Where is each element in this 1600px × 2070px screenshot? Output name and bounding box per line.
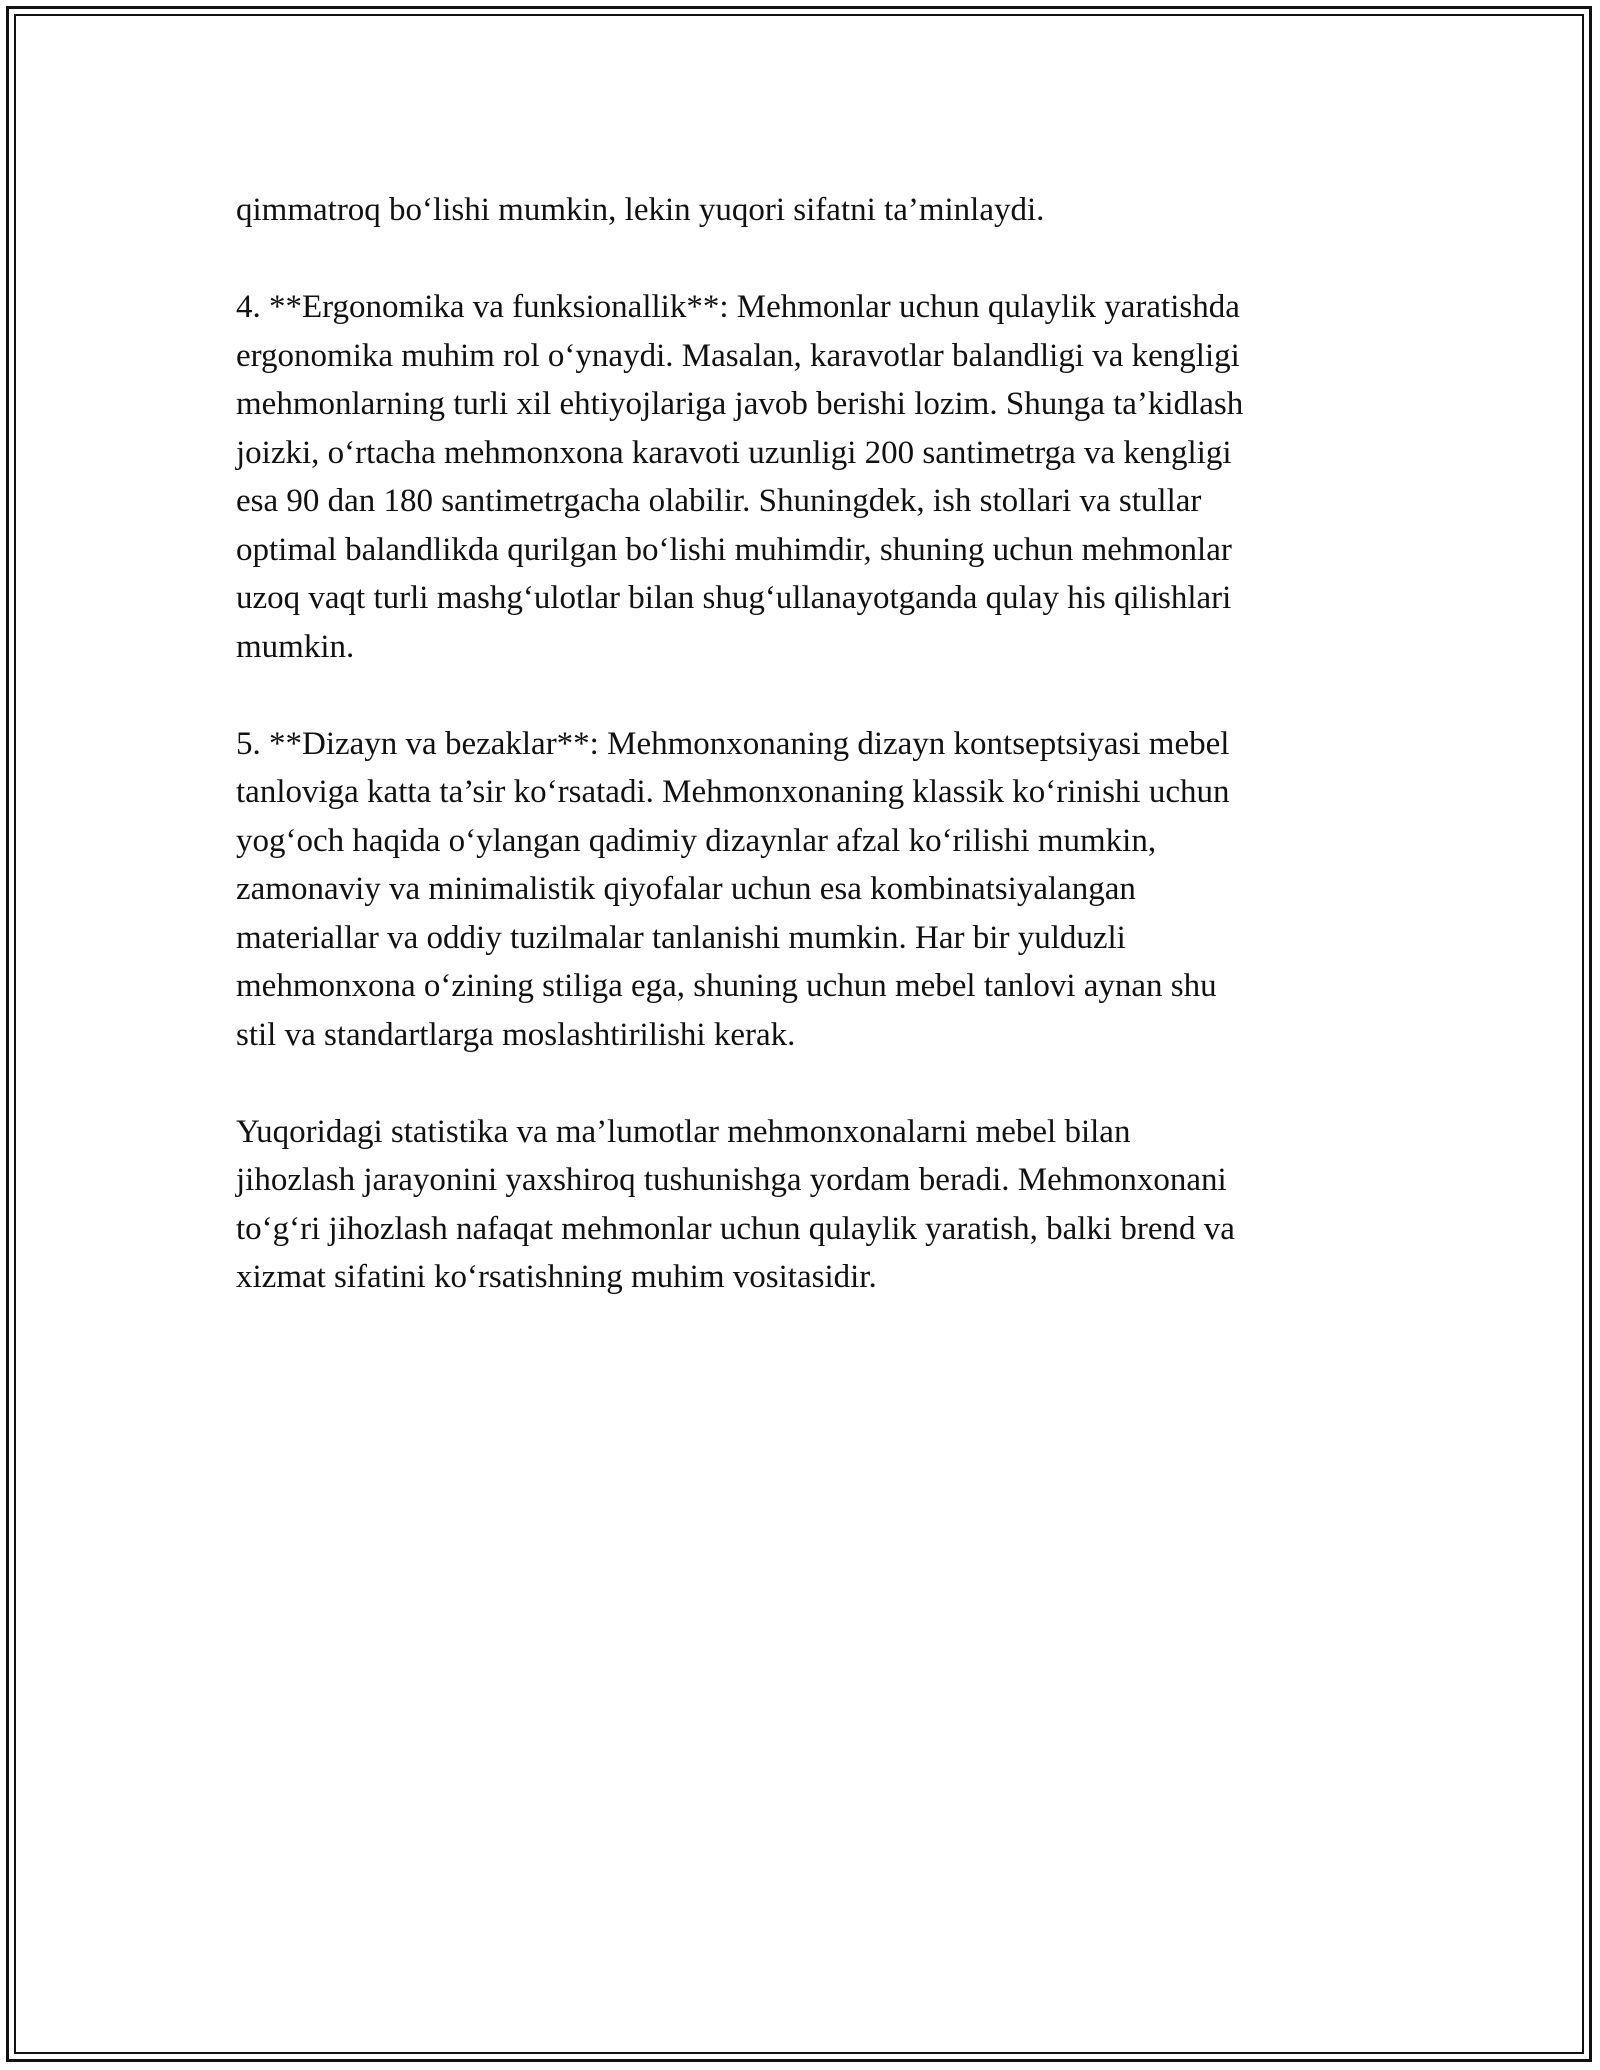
paragraph-conclusion: Yuqoridagi statistika va ma’lumotlar mehmonxonalarni mebel bilan jihozlash jarayonini yaxshiroq tushunishga yordam beradi. Mehmonxonani to‘g‘ri jihozlash nafaqat mehmonlar uchun qulaylik yaratish, balki brend va xizmat sifatini ko‘rsatishning muhim vositasidir. bbox=[236, 1113, 1235, 1295]
document-body bbox=[236, 186, 1366, 1350]
paragraph-continuation: qimmatroq bo‘lishi mumkin, lekin yuqori sifatni ta’minlaydi. bbox=[236, 192, 1045, 228]
paragraph-design: 5. **Dizayn va bezaklar**: Mehmonxonaning dizayn kontseptsiyasi mebel tanloviga katta ta’sir ko‘rsatadi. Mehmonxonaning klassik ko‘rinishi uchun yog‘och haqida o‘ylangan qadimiy dizaynlar afzal ko‘rilishi mumkin, zamonaviy va minimalistik qiyofalar uchun esa kombinatsiyalangan materiallar va oddiy tuzilmalar tanlanishi mumkin. Har bir yulduzli mehmonxona o‘zining stiliga ega, shuning uchun mebel tanlovi aynan shu stil va standartlarga moslashtirilishi kerak. bbox=[236, 725, 1230, 1053]
paragraph-ergonomics: 4. **Ergonomika va funksionallik**: Mehmonlar uchun qulaylik yaratishda ergonomika muhim rol o‘ynaydi. Masalan, karavotlar balandligi va kengligi mehmonlarning turli xil ehtiyojlariga javob berishi lozim. Shunga ta’kidlash joizki, o‘rtacha mehmonxona karavoti uzunligi 200 santimetrga va kengligi esa 90 dan 180 santimetrgacha olabilir. Shuningdek, ish stollari va stullar optimal balandlikda qurilgan bo‘lishi muhimdir, shuning uchun mehmonlar uzoq vaqt turli mashg‘ulotlar bilan shug‘ullanayotganda qulay his qilishlari mumkin. bbox=[236, 289, 1244, 665]
